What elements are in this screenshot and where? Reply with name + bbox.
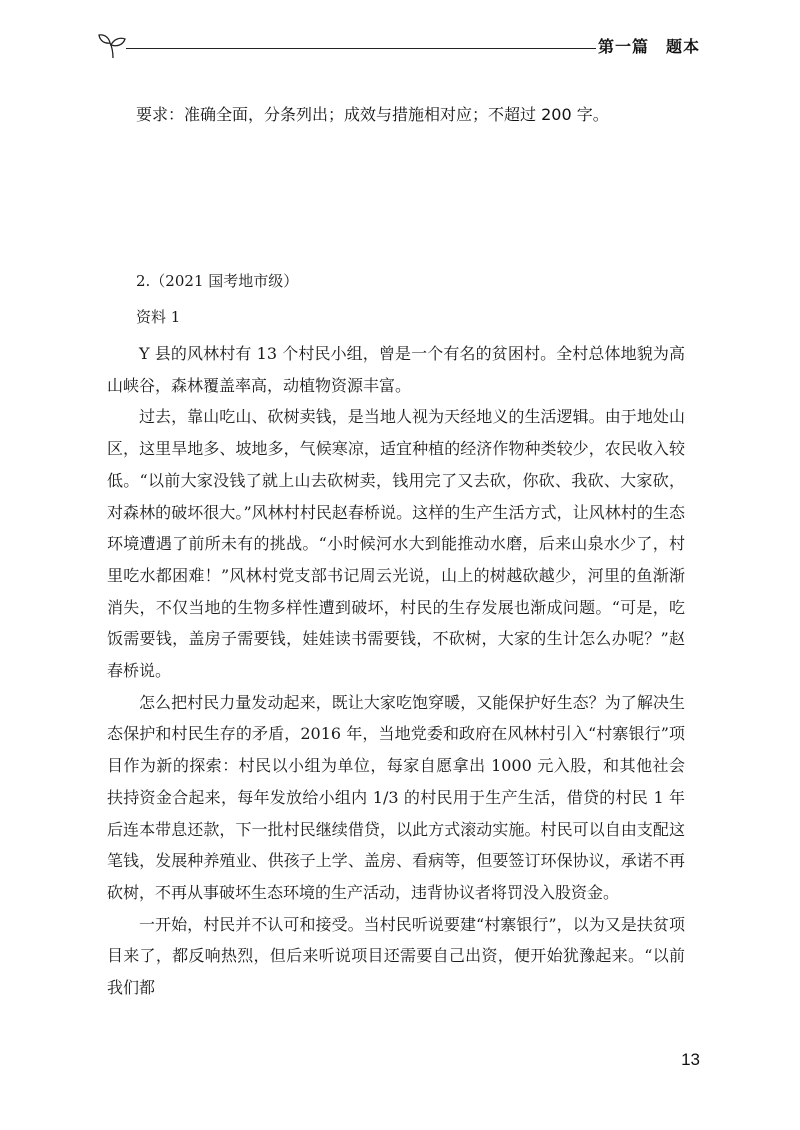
source-label: 资料 1 [136, 308, 181, 326]
paragraph: 过去，靠山吃山、砍树卖钱，是当地人视为天经地义的生活逻辑。由于地处山区，这里旱地多、坡地多，气候寒凉，适宜种植的经济作物种类较少，农民收入较低。“以前大家没钱了就上山去砍树卖，钱用完了又去砍，你砍、我砍、大家砍，对森林的破坏很大。”风林村村民赵春桥说。这样的生产生活方式，让风林村的生态环境遭遇了前所未有的挑战。“小时候河水大到能推动水磨，后来山泉水少了，村里吃水都困难！”风林村党支部书记周云光说，山上的树越砍越少，河里的鱼渐渐消失，不仅当地的生物多样性遭到破坏，村民的生存发展也渐成问题。“可是，吃饭需要钱，盖房子需要钱，娃娃读书需要钱，不砍树，大家的生计怎么办呢？”赵春桥说。 [107, 407, 685, 681]
material-body [107, 338, 685, 1004]
answer-requirement: 要求：准确全面，分条列出；成效与措施相对应；不超过 200 字。 [136, 105, 609, 124]
page-header [96, 28, 700, 68]
header-title: 第一篇 题本 [597, 37, 700, 56]
sprout-icon [96, 30, 130, 60]
question-heading: 2.（2021 国考地市级） [136, 272, 299, 290]
page-number: 13 [681, 1050, 700, 1069]
header-rule [126, 48, 596, 49]
paragraph: Y 县的风林村有 13 个村民小组，曾是一个有名的贫困村。全村总体地貌为高山峡谷，森林覆盖率高，动植物资源丰富。 [107, 344, 685, 395]
paragraph: 怎么把村民力量发动起来，既让大家吃饱穿暖，又能保护好生态？为了解决生态保护和村民生存的矛盾，2016 年，当地党委和政府在风林村引入“村寨银行”项目作为新的探索：村民以小组为单位，每家自愿拿出 1000 元入股，和其他社会扶持资金合起来，每年发放给小组内 1/3 的村民用于生产生活，借贷的村民 1 年后连本带息还款，下一批村民继续借贷，以此方式滚动实施。村民可以自由支配这笔钱，发展种养殖业、供孩子上学、盖房、看病等，但要签订环保协议，承诺不再砍树，不再从事破坏生态环境的生产活动，违背协议者将罚没入股资金。 [107, 692, 685, 902]
paragraph: 一开始，村民并不认可和接受。当村民听说要建“村寨银行”，以为又是扶贫项目来了，都反响热烈，但后来听说项目还需要自己出资，便开始犹豫起来。“以前我们都 [107, 914, 685, 998]
